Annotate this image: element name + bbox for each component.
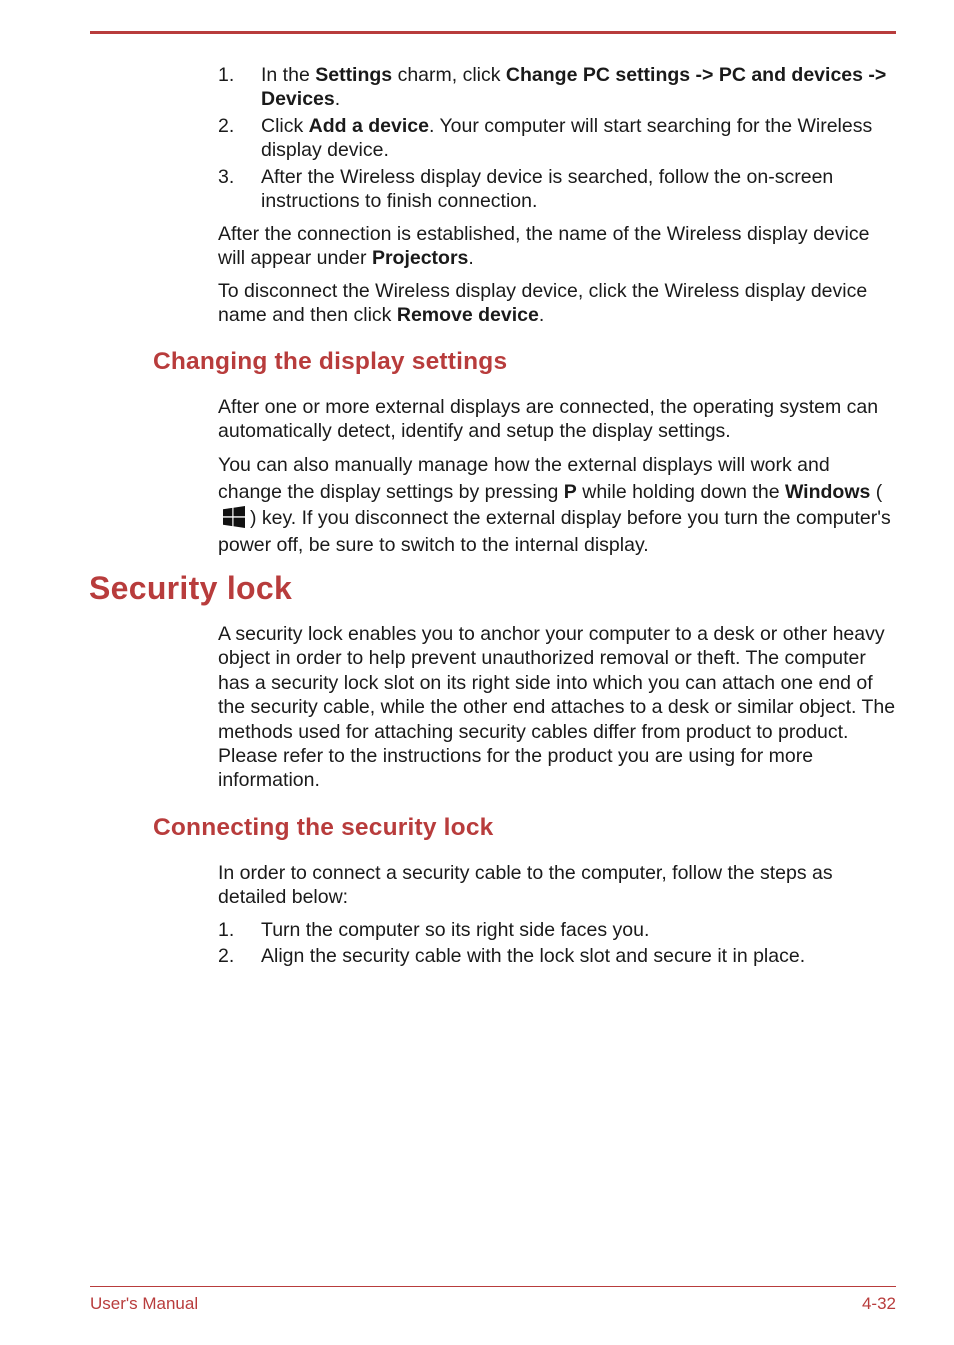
text-span: . Your computer will start searching for the Wireless display device. bbox=[261, 115, 873, 162]
list-text: Align the security cable with the lock slot and secure it in place. bbox=[261, 945, 806, 967]
list-number: 2. bbox=[218, 115, 235, 137]
bold-key-p: P bbox=[563, 480, 577, 503]
footer-rule bbox=[90, 1286, 896, 1287]
footer-manual-title: User's Manual bbox=[90, 1294, 199, 1313]
header-rule bbox=[90, 31, 896, 34]
text-span: . bbox=[468, 247, 474, 270]
text-span: . bbox=[334, 88, 341, 111]
paragraph-display-manual bbox=[218, 452, 898, 558]
list-text bbox=[261, 114, 897, 163]
paragraph-disconnect bbox=[218, 279, 898, 328]
list-number: 2. bbox=[218, 945, 235, 967]
footer-page-number: 4-32 bbox=[861, 1294, 896, 1313]
text-span: To disconnect the Wireless display device, click the Wireless display device name and then click bbox=[218, 280, 868, 327]
bold-change-pc-settings: Change PC settings -> PC and devices -> Devices bbox=[261, 64, 887, 111]
text-span: ( bbox=[870, 480, 883, 503]
text-span: . bbox=[538, 304, 545, 327]
text-span: After the connection is established, the name of the Wireless display device will appear under bbox=[218, 223, 870, 270]
text-span: You can also manually manage how the external displays will work and change the display settings by pressing bbox=[218, 454, 830, 503]
bold-windows: Windows bbox=[784, 480, 871, 503]
bold-add-device: Add a device bbox=[308, 115, 429, 137]
text-span: while holding down the bbox=[576, 480, 785, 503]
heading-changing-display-settings: Changing the display settings bbox=[153, 348, 508, 375]
bold-projectors: Projectors bbox=[371, 247, 469, 270]
windows-logo-icon bbox=[222, 505, 246, 529]
paragraph-security-lock: A security lock enables you to anchor your computer to a desk or other heavy object in order to help prevent unauthorized removal or theft. The computer has a security lock slot on its right side into which you can attach one end of the security cable, while the other end attaches to a desk or similar object. The methods used for attaching security cables differ from product to product. Please refer to the instructions for the product you are using for more information. bbox=[218, 623, 896, 792]
paragraph-display-auto: After one or more external displays are connected, the operating system can automatically detect, identify and setup the display settings. bbox=[218, 396, 879, 443]
list-number: 1. bbox=[218, 919, 235, 941]
list-text: Turn the computer so its right side faces you. bbox=[261, 919, 650, 941]
text-span: In the bbox=[261, 64, 316, 86]
bold-settings: Settings bbox=[315, 64, 393, 86]
paragraph-connected bbox=[218, 222, 898, 271]
heading-security-lock: Security lock bbox=[89, 570, 293, 606]
list-number: 3. bbox=[218, 166, 235, 188]
list-number: 1. bbox=[218, 64, 235, 86]
heading-connecting-security-lock: Connecting the security lock bbox=[153, 814, 494, 841]
list-text: After the Wireless display device is searched, follow the on-screen instructions to finish connection. bbox=[261, 166, 834, 213]
bold-remove-device: Remove device bbox=[396, 304, 539, 327]
list-text bbox=[261, 63, 897, 112]
paragraph-connecting-intro: In order to connect a security cable to the computer, follow the steps as detailed below: bbox=[218, 862, 833, 909]
text-span: charm, click bbox=[392, 64, 506, 86]
text-span: ) key. If you disconnect the external display before you turn the computer's power off, be sure to switch to the internal display. bbox=[218, 507, 891, 556]
text-span: Click bbox=[261, 115, 309, 137]
